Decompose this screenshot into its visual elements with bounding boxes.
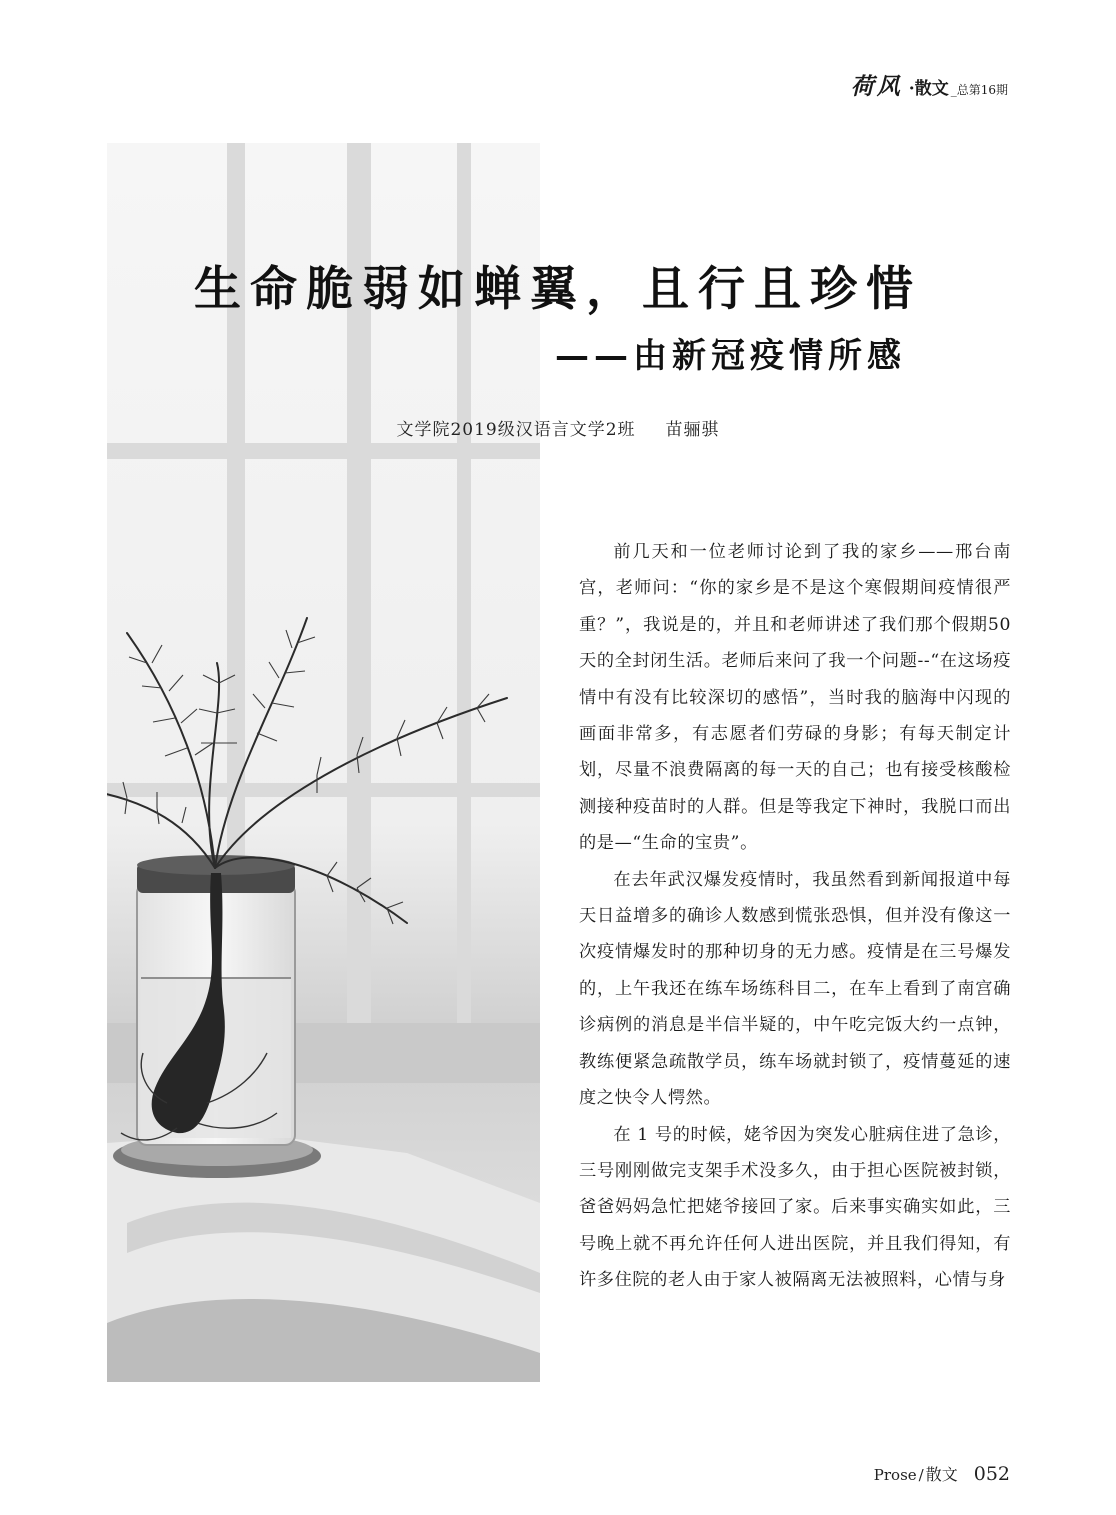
article-title: 生命脆弱如蝉翼，且行且珍惜	[194, 262, 922, 317]
issue-number: _总第16期	[950, 83, 1008, 97]
article-subtitle: ——由新冠疫情所感	[555, 336, 906, 376]
byline	[0, 415, 1116, 440]
footer-section-en: Prose	[873, 1466, 917, 1484]
footer-slash: /	[918, 1466, 924, 1484]
author-name: 苗骊骐	[665, 420, 720, 440]
article-photo	[107, 143, 540, 1382]
paragraph: 在去年武汉爆发疫情时，我虽然看到新闻报道中每天日益增多的确诊人数感到慌张恐惧，但并没有像这一次疫情爆发时的那种切身的无力感。疫情是在三号爆发的，上午我还在练车场练科目二，在车上看到了南宫确诊病例的消息是半信半疑的，中午吃完饭大约一点钟，教练便紧急疏散学员，练车场就封锁了，疫情蔓延的速度之快令人愕然。	[579, 869, 1011, 1109]
section-label: ·散文	[908, 79, 949, 99]
page-footer	[874, 1462, 1010, 1485]
paragraph: 在 1 号的时候，姥爷因为突发心脏病住进了急诊，三号刚刚做完支架手术没多久，由于担心医院被封锁，爸爸妈妈急忙把姥爷接回了家。后来事实确实如此，三号晚上就不再允许任何人进出医院，并且我们得知，有许多住院的老人由于家人被隔离无法被照料，心情与身	[579, 1124, 1011, 1291]
magazine-brand: 荷风	[850, 73, 903, 100]
article-body	[579, 534, 1011, 1299]
paragraph: 前几天和一位老师讨论到了我的家乡——邢台南宫，老师问：“你的家乡是不是这个寒假期间疫情很严重？”，我说是的，并且和老师讲述了我们那个假期50天的全封闭生活。老师后来问了我一个问题--“在这场疫情中有没有比较深切的感悟”，当时我的脑海中闪现的画面非常多，有志愿者们劳碌的身影；有每天制定计划，尽量不浪费隔离的每一天的自己；也有接受核酸检测接种疫苗时的人群。但是等我定下神时，我脱口而出的是—“生命的宝贵”。	[579, 542, 1011, 854]
footer-section-cn: 散文	[925, 1465, 958, 1484]
author-affiliation: 文学院2019级汉语言文学2班	[396, 420, 636, 440]
page-header	[851, 68, 1008, 101]
page-number: 052	[973, 1463, 1010, 1485]
